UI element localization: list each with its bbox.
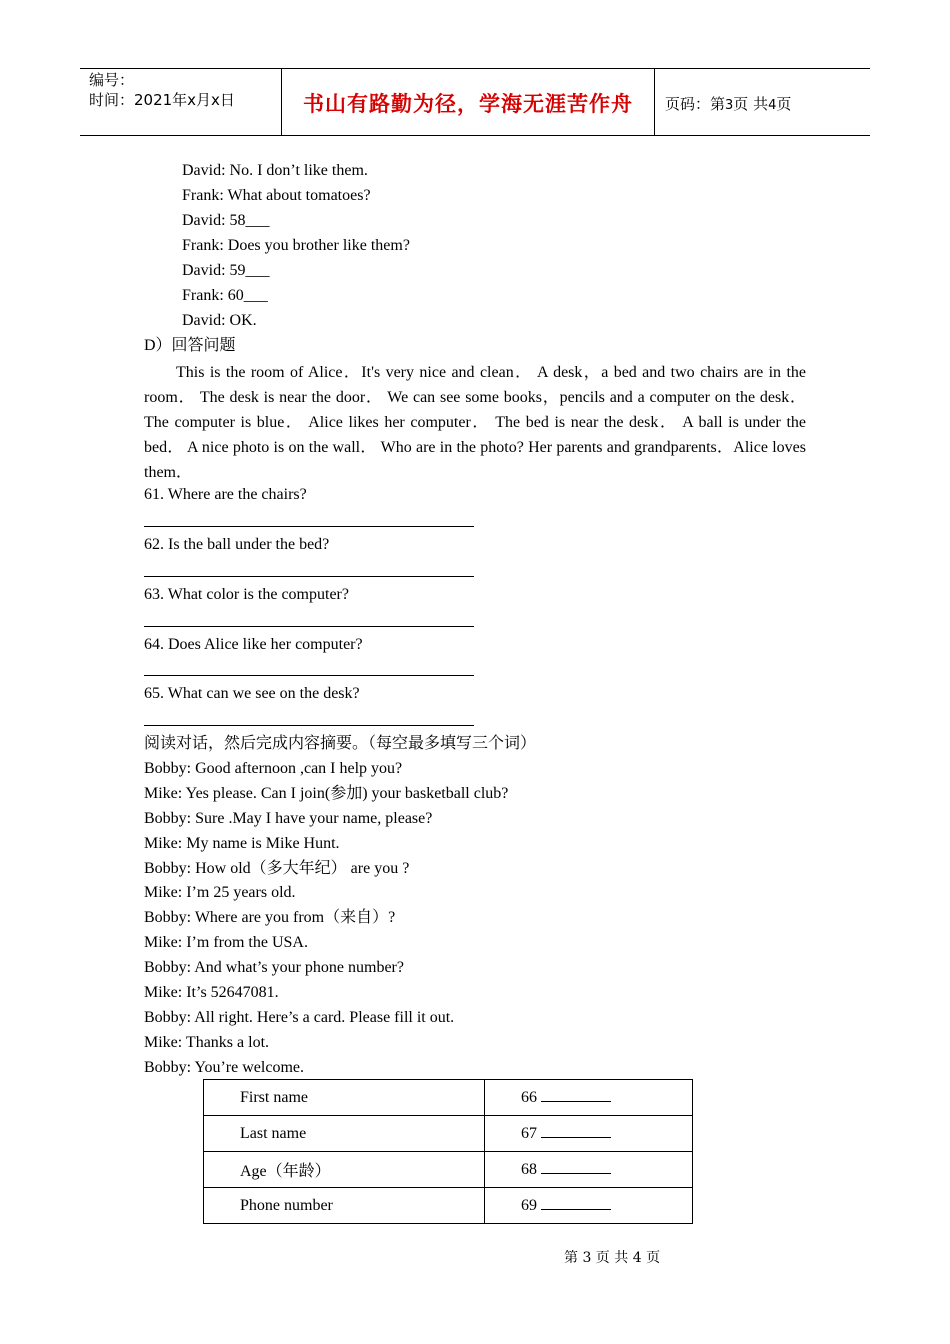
table-row bbox=[204, 1080, 693, 1116]
dialogue-line: Bobby: All right. Here’s a card. Please fill it out. bbox=[144, 1009, 455, 1026]
dialogue-line: Frank: 60___ bbox=[182, 287, 268, 304]
table-row bbox=[204, 1116, 693, 1152]
info-card-table bbox=[203, 1079, 693, 1224]
dialogue-line: Bobby: Good afternoon ,can I help you? bbox=[144, 760, 403, 777]
answer-line-64[interactable] bbox=[144, 675, 474, 676]
dialogue-line: Mike: Thanks a lot. bbox=[144, 1034, 270, 1051]
question-62: 62. Is the ball under the bed? bbox=[144, 536, 330, 553]
card-blank-cell[interactable] bbox=[485, 1152, 693, 1188]
dialogue-line: Bobby: Where are you from（来自）? bbox=[144, 909, 396, 926]
dialogue-line: David: 58___ bbox=[182, 212, 270, 229]
dialogue-line: Mike: Yes please. Can I join(参加) your basketball club? bbox=[144, 785, 509, 802]
card-label: Age（年龄） bbox=[204, 1152, 485, 1188]
table-row bbox=[204, 1152, 693, 1188]
header-meta bbox=[89, 70, 235, 110]
fill-blank[interactable] bbox=[541, 1161, 611, 1174]
question-61: 61. Where are the chairs? bbox=[144, 486, 307, 503]
dialogue-line: Bobby: And what’s your phone number? bbox=[144, 959, 404, 976]
table-row bbox=[204, 1188, 693, 1224]
blank-number: 67 bbox=[521, 1124, 537, 1142]
doc-date-label: 时间：2021年x月x日 bbox=[89, 91, 235, 109]
dialogue-line: Frank: Does you brother like them? bbox=[182, 237, 410, 254]
card-label: Last name bbox=[204, 1116, 485, 1152]
answer-line-63[interactable] bbox=[144, 626, 474, 627]
answer-line-65[interactable] bbox=[144, 725, 474, 726]
header-top-rule bbox=[80, 68, 870, 69]
dialogue-line: Frank: What about tomatoes? bbox=[182, 187, 371, 204]
dialogue-line: Bobby: You’re welcome. bbox=[144, 1059, 304, 1076]
header-divider-2 bbox=[654, 68, 655, 136]
page-prefix: 页码：第 bbox=[665, 95, 726, 113]
question-63: 63. What color is the computer? bbox=[144, 586, 349, 603]
card-blank-cell[interactable] bbox=[485, 1188, 693, 1224]
dialogue-line: Mike: I’m 25 years old. bbox=[144, 884, 296, 901]
dialogue-line: David: 59___ bbox=[182, 262, 270, 279]
question-64: 64. Does Alice like her computer? bbox=[144, 636, 363, 653]
doc-number-label: 编号： bbox=[89, 71, 135, 89]
answer-line-62[interactable] bbox=[144, 576, 474, 577]
page-total: 4 bbox=[768, 98, 777, 113]
dialogue-line: David: No. I don’t like them. bbox=[182, 162, 368, 179]
dialogue-line: Bobby: Sure .May I have your name, please? bbox=[144, 810, 433, 827]
dialogue-line: Mike: My name is Mike Hunt. bbox=[144, 835, 340, 852]
fill-blank[interactable] bbox=[541, 1089, 611, 1102]
blank-number: 68 bbox=[521, 1160, 537, 1178]
section-d-title: D）回答问题 bbox=[144, 337, 236, 354]
blank-number: 66 bbox=[521, 1088, 537, 1106]
header-motto: 书山有路勤为径，学海无涯苦作舟 bbox=[303, 92, 633, 116]
card-blank-cell[interactable] bbox=[485, 1116, 693, 1152]
header-page-info bbox=[665, 93, 791, 114]
page-current: 3 bbox=[725, 98, 734, 113]
page-mid: 页 共 bbox=[733, 95, 769, 113]
reading-passage bbox=[144, 360, 806, 485]
answer-line-61[interactable] bbox=[144, 526, 474, 527]
dialogue-line: Mike: I’m from the USA. bbox=[144, 934, 308, 951]
fill-blank[interactable] bbox=[541, 1125, 611, 1138]
blank-number: 69 bbox=[521, 1196, 537, 1214]
question-65: 65. What can we see on the desk? bbox=[144, 685, 360, 702]
card-blank-cell[interactable] bbox=[485, 1080, 693, 1116]
header-bottom-rule bbox=[80, 135, 870, 136]
card-label: Phone number bbox=[204, 1188, 485, 1224]
page-suffix: 页 bbox=[776, 95, 792, 113]
fill-blank[interactable] bbox=[541, 1197, 611, 1210]
section-e-instruction: 阅读对话，然后完成内容摘要。（每空最多填写三个词） bbox=[144, 735, 537, 752]
page-footer: 第 3 页 共 4 页 bbox=[564, 1250, 661, 1266]
card-label: First name bbox=[204, 1080, 485, 1116]
dialogue-line: Bobby: How old（多大年纪） are you ? bbox=[144, 860, 410, 877]
passage-text: This is the room of Alice．It's very nice and clean． A desk，a bed and two chairs are in the room． The desk is near the door． We can see some books，pencils and a computer on the desk． The computer is blue． Alice likes her computer． The bed is near the desk． A ball is under the bed． A nice photo is on the wall． Who are in the photo? Her parents and grandparents．Alice loves them． bbox=[144, 364, 806, 481]
dialogue-line: Mike: It’s 52647081. bbox=[144, 984, 279, 1001]
dialogue-line: David: OK. bbox=[182, 312, 257, 329]
